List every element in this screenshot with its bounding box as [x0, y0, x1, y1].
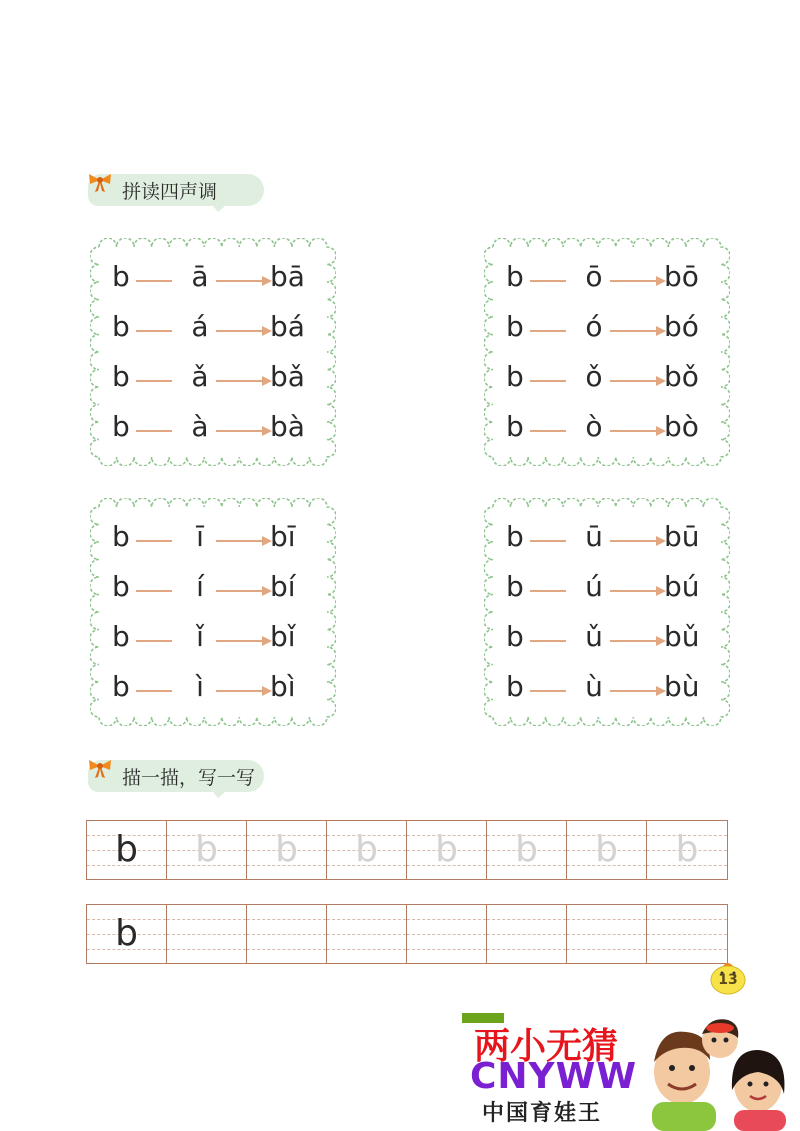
- connector-line: [136, 590, 172, 592]
- connector-line: [136, 380, 172, 382]
- writing-cell: [647, 905, 727, 963]
- connector-line: [136, 640, 172, 642]
- connector-line: [136, 430, 172, 432]
- arrow-icon: [216, 534, 272, 548]
- pinyin-row: [484, 352, 730, 402]
- arrow-icon: [216, 684, 272, 698]
- guide-line: [167, 949, 246, 950]
- arrow-icon: [610, 584, 666, 598]
- guide-line: [407, 949, 486, 950]
- initial-letter: b: [506, 260, 524, 293]
- arrow-icon: [216, 374, 272, 388]
- vowel-letter: ó: [585, 310, 603, 343]
- pinyin-row: [484, 302, 730, 352]
- writing-cell: [247, 905, 327, 963]
- guide-line: [487, 919, 566, 920]
- writing-cell: [487, 905, 567, 963]
- guide-line: [327, 949, 406, 950]
- pinyin-row: [90, 562, 336, 612]
- initial-letter: b: [506, 520, 524, 553]
- arrow-icon: [610, 274, 666, 288]
- connector-line: [136, 280, 172, 282]
- section-tag-writing: [88, 758, 268, 794]
- write-grid-row: [86, 904, 728, 964]
- connector-line: [530, 690, 566, 692]
- writing-cell: [167, 821, 247, 879]
- initial-letter: b: [506, 410, 524, 443]
- pinyin-row: [90, 512, 336, 562]
- writing-cell: [247, 821, 327, 879]
- initial-letter: b: [112, 310, 130, 343]
- writing-cell: [647, 821, 727, 879]
- pinyin-row: [90, 252, 336, 302]
- initial-letter: b: [112, 360, 130, 393]
- trace-letter: b: [435, 829, 458, 870]
- arrow-icon: [610, 534, 666, 548]
- syllable-result: bà: [270, 410, 305, 443]
- writing-cell: [327, 821, 407, 879]
- guide-line: [647, 949, 727, 950]
- initial-letter: b: [506, 620, 524, 653]
- connector-line: [530, 640, 566, 642]
- syllable-result: bǔ: [664, 620, 700, 653]
- bow-icon: [86, 172, 114, 194]
- guide-line: [247, 949, 326, 950]
- guide-line: [327, 919, 406, 920]
- arrow-icon: [216, 274, 272, 288]
- syllable-result: bā: [270, 260, 305, 293]
- page-number-badge: [708, 960, 748, 996]
- vowel-letter: á: [191, 310, 209, 343]
- guide-line: [647, 919, 727, 920]
- trace-letter: b: [195, 829, 218, 870]
- guide-line: [407, 934, 486, 935]
- syllable-result: bǎ: [270, 360, 305, 393]
- vowel-letter: ì: [196, 670, 204, 703]
- arrow-icon: [216, 584, 272, 598]
- trace-grid-row: [86, 820, 728, 880]
- trace-letter: b: [675, 829, 699, 870]
- guide-line: [567, 934, 646, 935]
- family-cartoon-icon: [640, 1010, 796, 1131]
- pinyin-card: [484, 238, 730, 466]
- syllable-result: bū: [664, 520, 700, 553]
- guide-line: [487, 949, 566, 950]
- guide-line: [567, 919, 646, 920]
- pinyin-row: [484, 402, 730, 452]
- guide-line: [567, 949, 646, 950]
- vowel-letter: ā: [191, 260, 209, 293]
- writing-cell: [327, 905, 407, 963]
- pinyin-row: [484, 512, 730, 562]
- guide-line: [247, 934, 326, 935]
- pinyin-row: [90, 352, 336, 402]
- vowel-letter: ū: [585, 520, 603, 553]
- syllable-result: bù: [664, 670, 700, 703]
- vowel-letter: à: [191, 410, 209, 443]
- pinyin-row: [90, 612, 336, 662]
- arrow-icon: [610, 424, 666, 438]
- trace-letter: b: [515, 829, 538, 870]
- vowel-letter: ǒ: [585, 360, 603, 393]
- vowel-letter: ǎ: [191, 360, 209, 393]
- guide-line: [407, 919, 486, 920]
- connector-line: [530, 380, 566, 382]
- syllable-result: bó: [664, 310, 699, 343]
- pinyin-row: [90, 402, 336, 452]
- connector-line: [136, 690, 172, 692]
- arrow-icon: [610, 374, 666, 388]
- initial-letter: b: [112, 410, 130, 443]
- connector-line: [530, 330, 566, 332]
- pinyin-row: [484, 612, 730, 662]
- initial-letter: b: [112, 520, 130, 553]
- section-tag-spelling: [88, 172, 268, 208]
- connector-line: [530, 430, 566, 432]
- watermark-brand-en: CNYWW: [470, 1056, 638, 1097]
- arrow-icon: [610, 324, 666, 338]
- model-letter: b: [115, 913, 138, 954]
- section-title: 拼读四声调: [122, 180, 218, 203]
- syllable-result: bá: [270, 310, 305, 343]
- pinyin-row: [484, 662, 730, 712]
- syllable-result: bī: [270, 520, 296, 553]
- bow-icon: [86, 758, 114, 780]
- syllable-result: bǐ: [270, 620, 296, 653]
- trace-letter: b: [355, 829, 378, 870]
- initial-letter: b: [506, 360, 524, 393]
- vowel-letter: ō: [585, 260, 603, 293]
- pinyin-row: [484, 562, 730, 612]
- arrow-icon: [216, 634, 272, 648]
- connector-line: [136, 330, 172, 332]
- trace-letter: b: [595, 829, 618, 870]
- initial-letter: b: [112, 620, 130, 653]
- writing-cell: [87, 821, 167, 879]
- initial-letter: b: [506, 310, 524, 343]
- initial-letter: b: [112, 670, 130, 703]
- arrow-icon: [610, 684, 666, 698]
- model-letter: b: [115, 829, 138, 870]
- pinyin-row: [90, 302, 336, 352]
- writing-cell: [567, 905, 647, 963]
- pinyin-row: [90, 662, 336, 712]
- vowel-letter: ǔ: [585, 620, 603, 653]
- writing-cell: [167, 905, 247, 963]
- connector-line: [530, 590, 566, 592]
- arrow-icon: [216, 424, 272, 438]
- connector-line: [136, 540, 172, 542]
- connector-line: [530, 540, 566, 542]
- syllable-result: bú: [664, 570, 700, 603]
- arrow-icon: [216, 324, 272, 338]
- writing-cell: [487, 821, 567, 879]
- pinyin-card: [90, 238, 336, 466]
- pinyin-row: [484, 252, 730, 302]
- syllable-result: bǒ: [664, 360, 699, 393]
- guide-line: [167, 934, 246, 935]
- syllable-result: bò: [664, 410, 699, 443]
- vowel-letter: ī: [196, 520, 204, 553]
- guide-line: [327, 934, 406, 935]
- connector-line: [530, 280, 566, 282]
- syllable-result: bì: [270, 670, 296, 703]
- watermark-brand-cn: 两小无猜: [474, 1026, 619, 1067]
- writing-cell: [87, 905, 167, 963]
- guide-line: [487, 934, 566, 935]
- pinyin-card: [484, 498, 730, 726]
- page-number: 13: [718, 972, 738, 988]
- initial-letter: b: [506, 570, 524, 603]
- vowel-letter: í: [196, 570, 204, 603]
- vowel-letter: ǐ: [196, 620, 204, 653]
- vowel-letter: ú: [585, 570, 603, 603]
- guide-line: [167, 919, 246, 920]
- vowel-letter: ù: [585, 670, 603, 703]
- pinyin-card: [90, 498, 336, 726]
- initial-letter: b: [112, 570, 130, 603]
- initial-letter: b: [112, 260, 130, 293]
- vowel-letter: ò: [585, 410, 603, 443]
- trace-letter: b: [275, 829, 298, 870]
- writing-cell: [407, 905, 487, 963]
- writing-cell: [407, 821, 487, 879]
- watermark-subtitle: 中国育娃王: [482, 1101, 603, 1126]
- writing-cell: [567, 821, 647, 879]
- section-title: 描一描，写一写: [122, 766, 256, 789]
- syllable-result: bí: [270, 570, 296, 603]
- initial-letter: b: [506, 670, 524, 703]
- syllable-result: bō: [664, 260, 699, 293]
- arrow-icon: [610, 634, 666, 648]
- guide-line: [247, 919, 326, 920]
- guide-line: [647, 934, 727, 935]
